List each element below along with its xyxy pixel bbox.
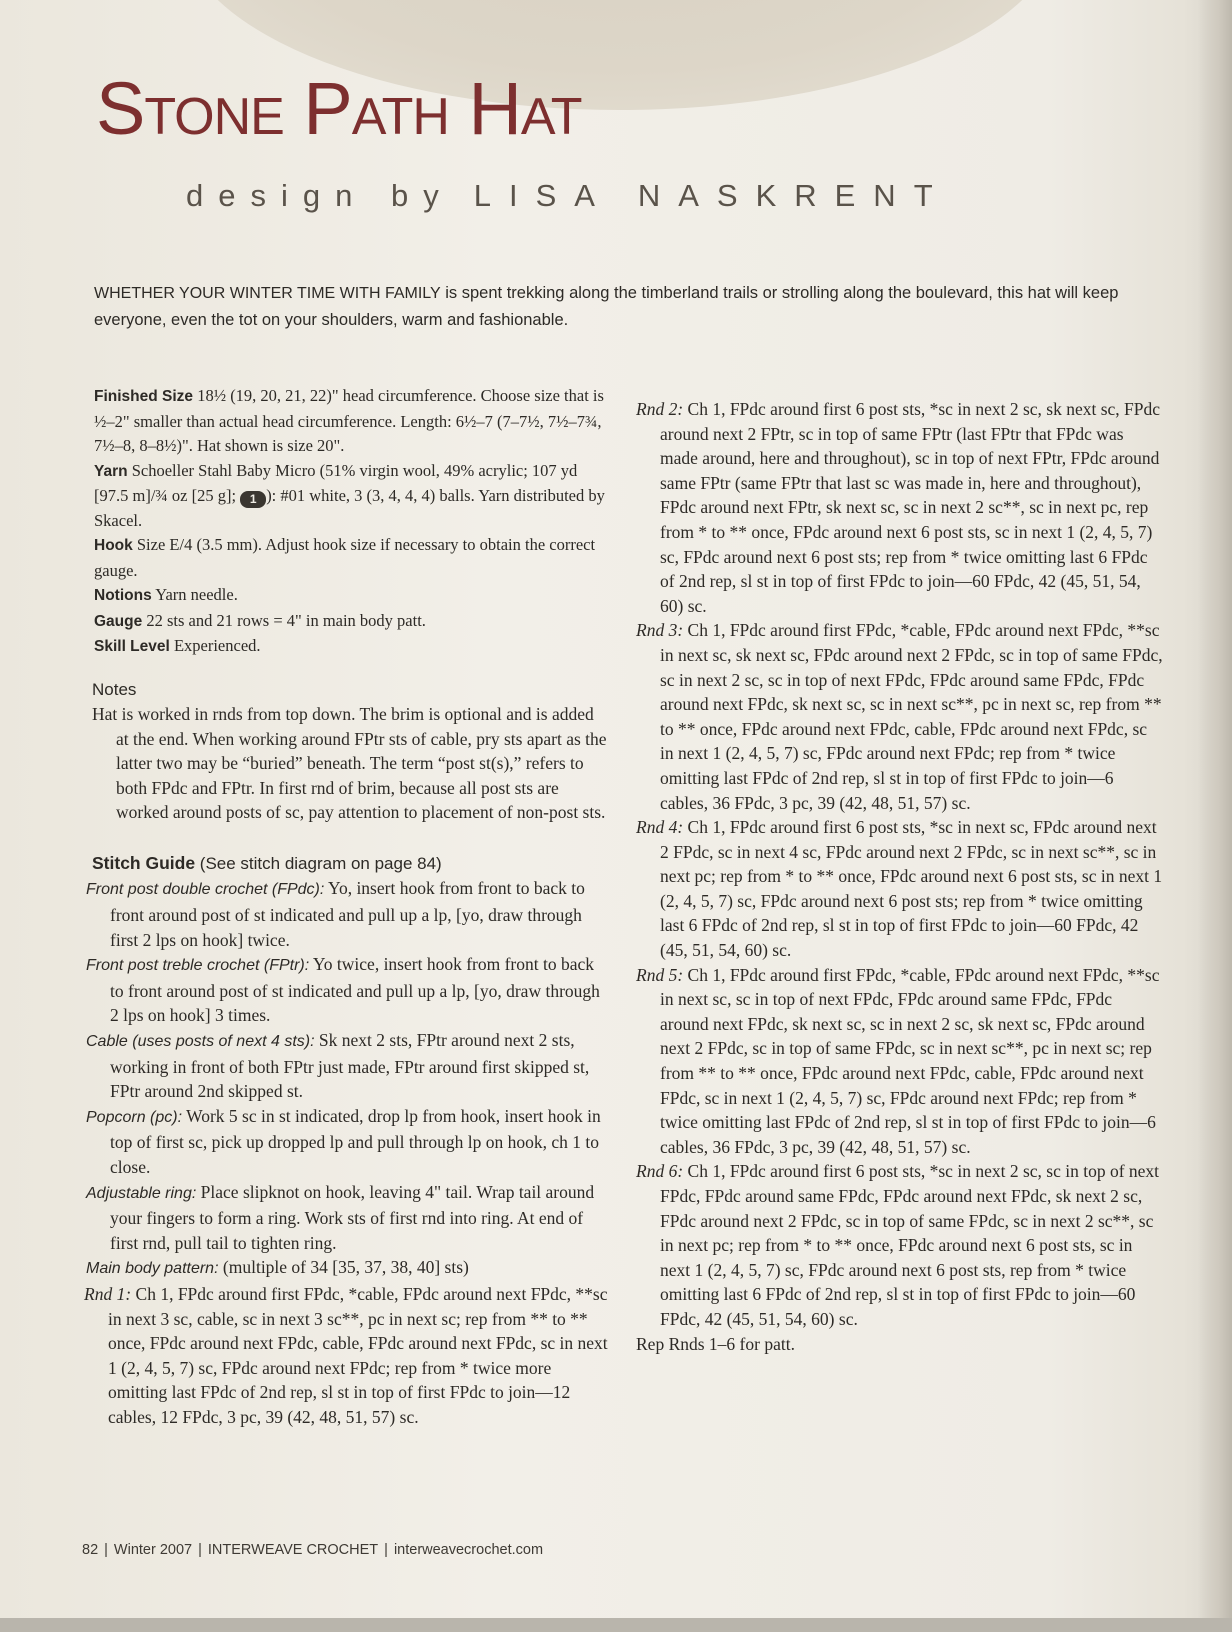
round-instruction bbox=[636, 618, 1164, 815]
intro-text: is spent trekking along the timberland trails or strolling along the boulevard, this hat will keep everyone, even the tot on your shoulders, warm and fashionable. bbox=[94, 284, 1119, 329]
right-column bbox=[636, 397, 1164, 1356]
stitch-definition bbox=[86, 1255, 610, 1282]
spec-text: Size E/4 (3.5 mm). Adjust hook size if necessary to obtain the correct gauge. bbox=[94, 535, 596, 580]
stitch-description: Yo twice, insert hook from front to back to front around post of st indicated and pull up a lp, [yo, draw through 2 lps on hook] 3 times. bbox=[110, 954, 600, 1026]
stitch-term: Main body pattern: bbox=[86, 1260, 219, 1278]
spec-skill-level bbox=[94, 634, 610, 660]
intro-lead: WHETHER YOUR WINTER TIME WITH FAMILY bbox=[94, 285, 441, 302]
stitch-definition bbox=[86, 952, 610, 1028]
stitch-definition bbox=[86, 1028, 610, 1104]
round-text: Ch 1, FPdc around first FPdc, *cable, FPdc around next FPdc, **sc in next 3 sc, cable, sc in next 3 sc**, pc in next sc; rep from ** to ** once, FPdc around next FPdc, cable, FPdc around next FPdc, sc in next 1 (2, 4, 5, 7) sc, FPdc around next FPdc; rep from * twice more omitting last FPdc of 2nd rep, sl st in top of first FPdc to join—12 cables, 12 FPdc, 3 pc, 39 (42, 48, 51, 57) sc. bbox=[108, 1283, 608, 1427]
round-text: Ch 1, FPdc around first 6 post sts, *sc in next sc, FPdc around next 2 FPdc, sc in next 4 sc, FPdc around next 2 FPdc, sc in next sc**, sc in next pc; rep from * to ** once, FPdc around next 6 post sts, sc in next 1 (2, 4, 5, 7) sc, FPdc around next 6 post sts; rep from * twice omitting last 6 FPdc of 2nd rep, sl st in top of first FPdc to join—60 FPdc, 42 (45, 51, 54, 60) sc. bbox=[660, 817, 1163, 961]
round-label: Rnd 2: bbox=[636, 399, 684, 419]
spec-gauge bbox=[94, 609, 610, 635]
website-url: interweavecrochet.com bbox=[393, 1542, 544, 1558]
round-label: Rnd 6: bbox=[636, 1161, 684, 1182]
byline-prefix: design by bbox=[186, 178, 454, 213]
stitch-term: Adjustable ring: bbox=[86, 1184, 197, 1202]
stitch-definition bbox=[86, 1180, 610, 1256]
notes-heading: Notes bbox=[92, 679, 137, 699]
magazine-name: INTERWEAVE CROCHET bbox=[207, 1542, 379, 1558]
round-label: Rnd 4: bbox=[636, 817, 684, 838]
spec-finished-size bbox=[94, 384, 610, 459]
round-text: Ch 1, FPdc around first FPdc, *cable, FPdc around next FPdc, **sc in next sc, sk next sc, FPdc around next 2 FPdc, sc in top of same FPdc, sc in next 2 sc, sc in top of next FPdc, FPdc around same FPdc, FPdc around next FPdc, sk next sc, sc in next sc**, pc in next sc, rep from ** to ** once, FPdc around next FPdc, cable, FPdc around next FPdc, sc in next 1 (2, 4, 5, 7) sc, FPdc around next FPdc; rep from * twice omitting last FPdc of 2nd rep, sl st in top of first FPdc to join—6 cables, 36 FPdc, 3 pc, 39 (42, 48, 51, 57) sc. bbox=[660, 620, 1163, 813]
round-text: Ch 1, FPdc around first 6 post sts, *sc in next 2 sc, sc in top of next FPdc, FPdc around same FPdc, FPdc around next FPdc, sk next 2 sc, FPdc around next 2 FPdc, sc in top of same FPdc, sc in next 2 sc**, sc in next pc; rep from * to ** once, FPdc around next 6 post sts, sc in next 1 (2, 4, 5, 7) sc, FPdc around next 6 post sts, rep from * twice omitting last 6 FPdc of 2nd rep, sl st in top of first FPdc to join—60 FPdc, 42 (45, 51, 54, 60) sc. bbox=[660, 1161, 1160, 1329]
spec-hook bbox=[94, 533, 610, 583]
stitch-term: Front post double crochet (FPdc): bbox=[86, 881, 325, 899]
spec-text: Experienced. bbox=[169, 636, 261, 655]
designer-name: LISA NASKRENT bbox=[473, 178, 951, 213]
page-edge-shadow bbox=[1198, 0, 1232, 1632]
spec-notions bbox=[94, 583, 610, 609]
stitch-description: (multiple of 34 [35, 37, 38, 40] sts) bbox=[218, 1257, 469, 1278]
stitch-guide-title: Stitch Guide bbox=[92, 852, 196, 873]
spec-text: Schoeller Stahl Baby Micro (51% virgin wool, 49% acrylic; 107 yd [97.5 m]/¾ oz [25 g]; bbox=[94, 460, 578, 505]
page-footer: 82 | Winter 2007 | INTERWEAVE CROCHET | interweavecrochet.com bbox=[82, 1542, 544, 1558]
stitch-term: Popcorn (pc): bbox=[86, 1108, 183, 1126]
stitch-definitions bbox=[84, 876, 610, 1282]
stitch-term: Cable (uses posts of next 4 sts): bbox=[86, 1033, 315, 1051]
intro-paragraph bbox=[94, 280, 1174, 333]
spec-yarn bbox=[94, 459, 610, 534]
article-title: Stone Path Hat bbox=[96, 67, 582, 150]
repeat-note: Rep Rnds 1–6 for patt. bbox=[636, 1333, 795, 1354]
round-label: Rnd 3: bbox=[636, 620, 684, 641]
spec-label: Notions bbox=[94, 587, 152, 604]
stitch-guide-note: (See stitch diagram on page 84) bbox=[195, 853, 442, 873]
round-instruction bbox=[84, 1282, 610, 1430]
stitch-guide-heading bbox=[92, 851, 610, 877]
notes-body: Hat is worked in rnds from top down. The brim is optional and is added at the end. When working around FPtr sts of cable, pry sts apart as the latter two may be “buried” beneath. The term “post st(s),” refers to both FPdc and FPtr. In first rnd of brim, because all post sts are worked around posts of sc, pay attention to placement of non-post sts. bbox=[92, 704, 607, 823]
yarn-weight-symbol-icon: 1 bbox=[240, 491, 266, 508]
left-column bbox=[84, 384, 610, 1430]
round-label: Rnd 1: bbox=[84, 1283, 132, 1304]
spec-text: 22 sts and 21 rows = 4" in main body patt. bbox=[142, 610, 426, 630]
spec-text: Yarn needle. bbox=[151, 585, 238, 604]
round-instruction bbox=[636, 963, 1164, 1160]
round-list-left bbox=[84, 1282, 610, 1430]
round-list-right bbox=[636, 397, 1164, 1332]
stitch-definition bbox=[86, 876, 610, 952]
round-instruction bbox=[636, 815, 1164, 963]
round-text: Ch 1, FPdc around first 6 post sts, *sc in next 2 sc, sk next sc, FPdc around next 2 FPtr, sc in top of same FPtr (last FPtr that FPdc was made around, here and throughout), sc in top of next FPtr, FPdc around same FPtr (same FPtr that last sc was made in, here and throughout), FPdc around next FPtr, sk next sc, sc in next 2 sc**, sc in next pc, rep from * to ** once, FPdc around next 6 post sts, sc in next 1 (2, 4, 5, 7) sc, FPdc around next 6 post sts; rep from * twice omitting last 6 FPdc of 2nd rep, sl st in top of first FPdc to join—60 FPdc, 42 (45, 51, 54, 60) sc. bbox=[660, 399, 1161, 616]
byline bbox=[186, 178, 951, 214]
round-label: Rnd 5: bbox=[636, 964, 684, 985]
stitch-definition bbox=[86, 1104, 610, 1180]
spec-text: 18½ (19, 20, 21, 22)" head circumference. Choose size that is ½–2" smaller than actual head circumference. Length: 6½–7 (7–7½, 7½–7¾, 7½–8, 8–8½)". Hat shown is size 20". bbox=[94, 386, 604, 455]
round-instruction bbox=[636, 1159, 1164, 1331]
stitch-description: Sk next 2 sts, FPtr around next 2 sts, working in front of both FPtr just made, FPtr around first skipped st, FPtr around 2nd skipped st. bbox=[110, 1030, 590, 1102]
spec-text: ): #01 white, 3 (3, 4, 4, 4) balls. Yarn distributed by Skacel. bbox=[94, 486, 605, 530]
spec-label: Yarn bbox=[94, 462, 128, 480]
bleed-through-text bbox=[610, 1440, 1130, 1560]
page-number: 82 bbox=[82, 1542, 99, 1558]
spec-label: Finished Size bbox=[94, 388, 194, 405]
spec-label: Gauge bbox=[94, 612, 143, 630]
stitch-description: Yo, insert hook from front to back to front around post of st indicated and pull up a lp, [yo, draw through first 2 lps on hook] twice. bbox=[110, 878, 585, 950]
round-instruction bbox=[636, 397, 1164, 618]
round-text: Ch 1, FPdc around first FPdc, *cable, FPdc around next FPdc, **sc in next sc, sc in top of next FPdc, FPdc around same FPdc, FPdc around next FPdc, sk next sc, sc in next 2 sc, sk next sc, FPdc around next 2 FPdc, sc in top of same FPdc, sc in next sc**, pc in next sc; rep from ** to ** once, FPdc around next FPdc, cable, FPdc around next FPdc, sc in next 1 (2, 4, 5, 7) sc, FPdc around next FPdc; rep from * twice omitting last FPdc of 2nd rep, sl st in top of first FPdc to join—6 cables, 36 FPdc, 3 pc, 39 (42, 48, 51, 57) sc. bbox=[660, 964, 1160, 1157]
stitch-term: Front post treble crochet (FPtr): bbox=[86, 957, 310, 975]
spec-label: Hook bbox=[94, 537, 133, 554]
stitch-description: Work 5 sc in st indicated, drop lp from hook, insert hook in top of first sc, pick up dropped lp and pull through lp on hook, ch 1 to close. bbox=[110, 1105, 601, 1177]
page-bottom-edge bbox=[0, 1618, 1232, 1632]
issue-date: Winter 2007 bbox=[113, 1542, 193, 1558]
spec-label: Skill Level bbox=[94, 638, 170, 655]
stitch-description: Place slipknot on hook, leaving 4" tail. Wrap tail around your fingers to form a ring. Work sts of first rnd into ring. At end of first rnd, pull tail to tighten ring. bbox=[110, 1181, 595, 1253]
